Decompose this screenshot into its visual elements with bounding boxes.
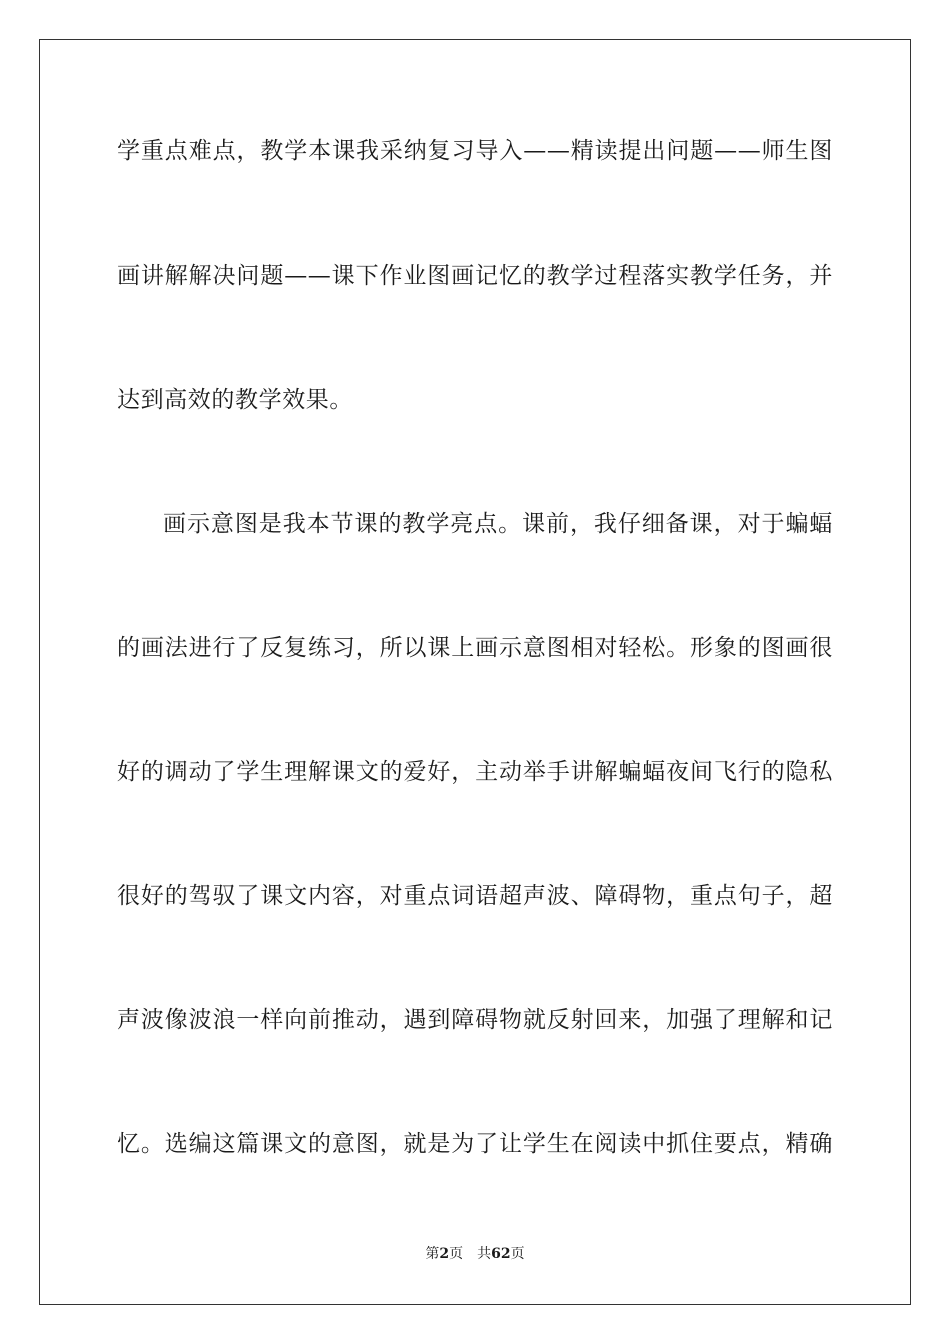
body-text-line: 画讲解解决问题——课下作业图画记忆的教学过程落实教学任务，并: [117, 263, 833, 289]
total-pages: 62: [491, 1246, 511, 1262]
page-number: 2: [439, 1246, 450, 1262]
body-text-line: 好的调动了学生理解课文的爱好，主动举手讲解蝙蝠夜间飞行的隐私: [117, 759, 833, 785]
page-suffix: 页: [449, 1246, 464, 1262]
body-text-line: 达到高效的教学效果。: [117, 387, 353, 413]
total-suffix: 页: [510, 1246, 525, 1262]
page-prefix: 第: [425, 1246, 440, 1262]
body-text-line: 声波像波浪一样向前推动，遇到障碍物就反射回来，加强了理解和记: [117, 1007, 833, 1033]
body-text-line: 很好的驾驭了课文内容，对重点词语超声波、障碍物，重点句子，超: [117, 883, 833, 909]
body-text-line: 的画法进行了反复练习，所以课上画示意图相对轻松。形象的图画很: [117, 635, 833, 661]
page-border: [39, 39, 911, 1305]
body-text-line: 学重点难点，教学本课我采纳复习导入——精读提出问题——师生图: [117, 138, 833, 164]
paragraph-first-line: 画示意图是我本节课的教学亮点。课前，我仔细备课，对于蝙蝠: [163, 511, 833, 537]
total-prefix: 共: [477, 1246, 492, 1262]
page-footer: [0, 1245, 950, 1263]
body-text-line: 忆。选编这篇课文的意图，就是为了让学生在阅读中抓住要点，精确: [117, 1131, 833, 1157]
